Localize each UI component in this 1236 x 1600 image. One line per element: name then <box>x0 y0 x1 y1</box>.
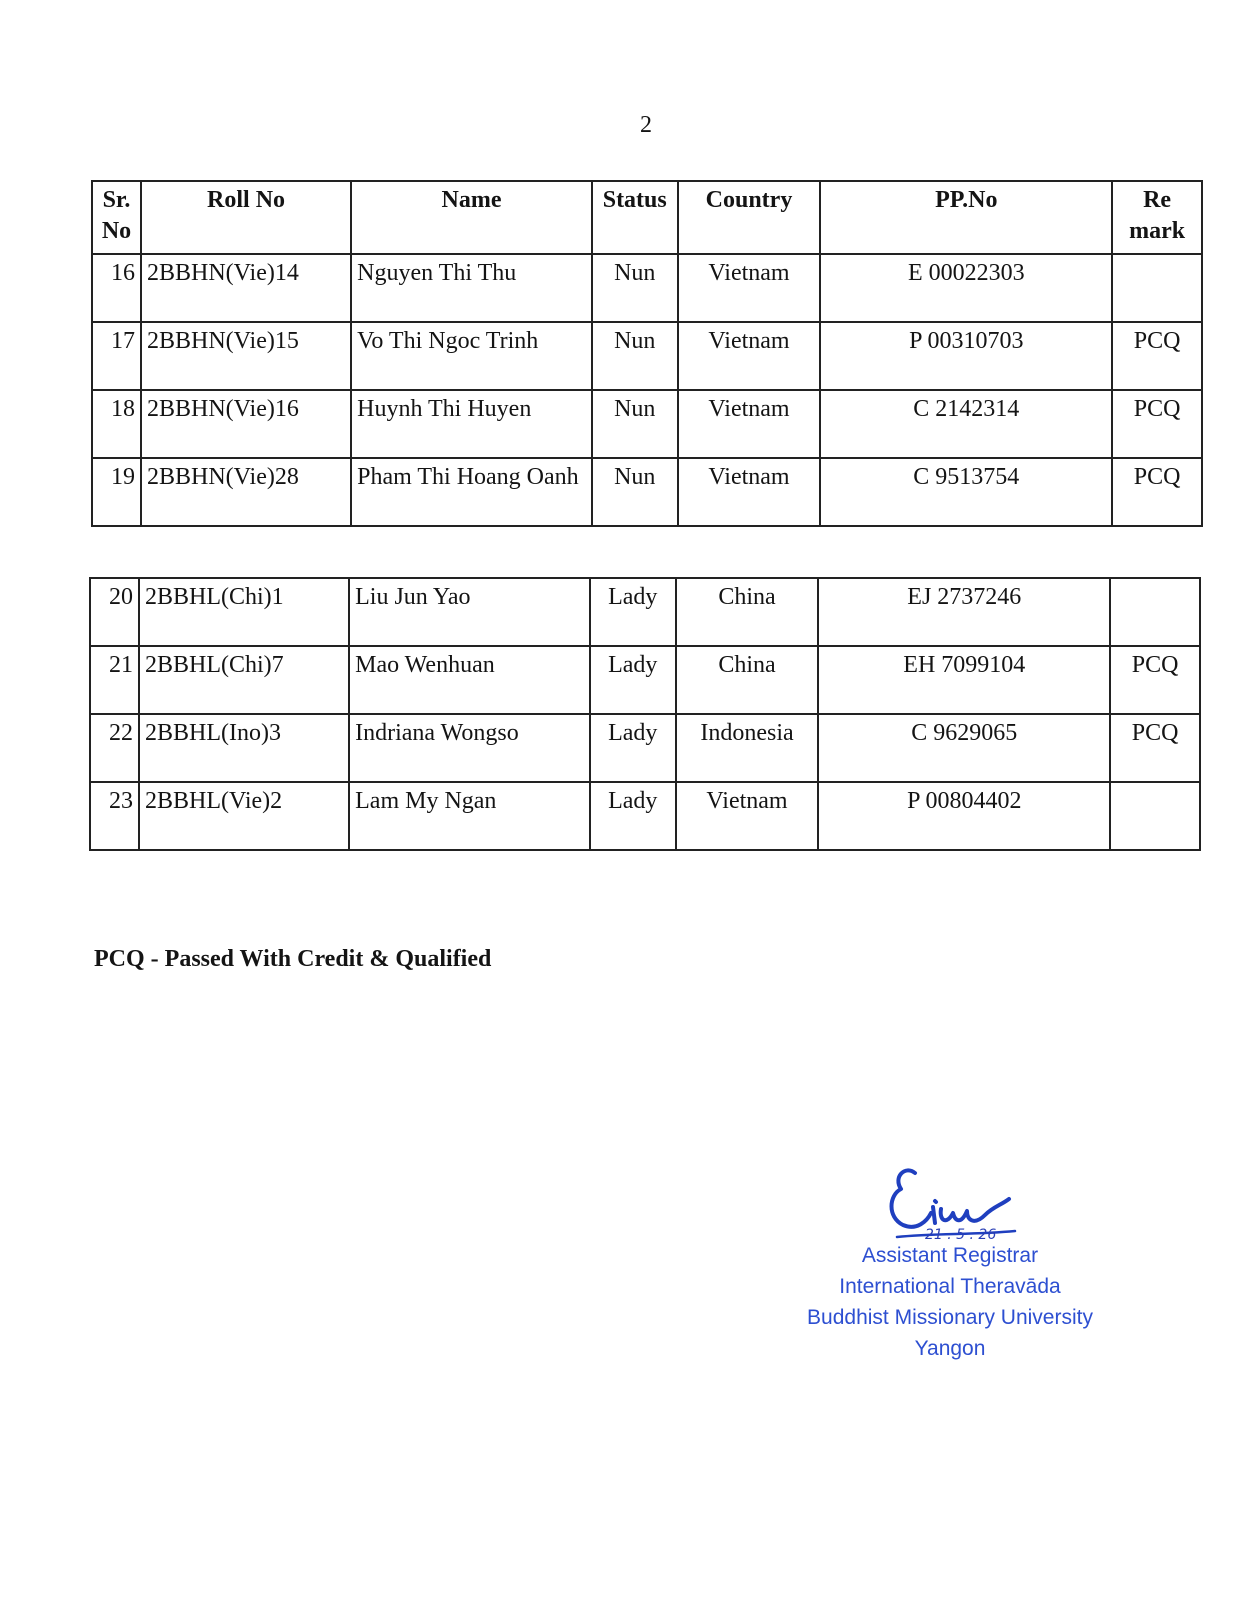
cell-remark: PCQ <box>1110 714 1200 782</box>
stamp-line-institution-1: International Theravāda <box>839 1275 1061 1298</box>
cell-sr-no: 17 <box>92 322 141 390</box>
cell-pp-no: EJ 2737246 <box>818 578 1110 646</box>
cell-status: Lady <box>590 646 676 714</box>
cell-name: Vo Thi Ngoc Trinh <box>351 322 592 390</box>
cell-sr-no: 21 <box>90 646 139 714</box>
results-table-ladies <box>89 577 1201 851</box>
cell-country: Vietnam <box>678 254 821 322</box>
cell-sr-no: 18 <box>92 390 141 458</box>
cell-name: Pham Thi Hoang Oanh <box>351 458 592 526</box>
cell-status: Lady <box>590 714 676 782</box>
header-status: Status <box>592 181 678 254</box>
header-pp-no: PP.No <box>820 181 1112 254</box>
cell-roll-no: 2BBHN(Vie)14 <box>141 254 351 322</box>
cell-pp-no: P 00310703 <box>820 322 1112 390</box>
table-row <box>92 390 1202 458</box>
cell-sr-no: 16 <box>92 254 141 322</box>
cell-name: Huynh Thi Huyen <box>351 390 592 458</box>
cell-country: Indonesia <box>676 714 819 782</box>
page-number: 2 <box>640 112 652 138</box>
cell-pp-no: P 00804402 <box>818 782 1110 850</box>
cell-name: Nguyen Thi Thu <box>351 254 592 322</box>
registrar-signature-stamp <box>800 1155 1100 1364</box>
cell-remark <box>1110 578 1200 646</box>
header-name: Name <box>351 181 592 254</box>
table-row <box>92 458 1202 526</box>
cell-sr-no: 19 <box>92 458 141 526</box>
cell-country: Vietnam <box>678 390 821 458</box>
cell-status: Nun <box>592 322 678 390</box>
cell-sr-no: 22 <box>90 714 139 782</box>
cell-roll-no: 2BBHL(Vie)2 <box>139 782 349 850</box>
cell-name: Indriana Wongso <box>349 714 590 782</box>
cell-status: Lady <box>590 782 676 850</box>
table-header-row <box>92 181 1202 254</box>
cell-pp-no: C 9629065 <box>818 714 1110 782</box>
cell-roll-no: 2BBHN(Vie)16 <box>141 390 351 458</box>
header-remark: Re mark <box>1112 181 1202 254</box>
cell-pp-no: E 00022303 <box>820 254 1112 322</box>
stamp-line-institution-2: Buddhist Missionary University <box>807 1306 1093 1329</box>
cell-sr-no: 23 <box>90 782 139 850</box>
cell-sr-no: 20 <box>90 578 139 646</box>
cell-country: Vietnam <box>678 458 821 526</box>
cell-status: Nun <box>592 254 678 322</box>
table-row <box>90 782 1200 850</box>
cell-remark: PCQ <box>1112 322 1202 390</box>
cell-remark: PCQ <box>1110 646 1200 714</box>
cell-name: Lam My Ngan <box>349 782 590 850</box>
cell-roll-no: 2BBHL(Chi)7 <box>139 646 349 714</box>
cell-country: Vietnam <box>678 322 821 390</box>
table-row <box>92 254 1202 322</box>
cell-roll-no: 2BBHN(Vie)15 <box>141 322 351 390</box>
cell-roll-no: 2BBHN(Vie)28 <box>141 458 351 526</box>
cell-status: Nun <box>592 390 678 458</box>
cell-roll-no: 2BBHL(Chi)1 <box>139 578 349 646</box>
signature-date: 21 . 5 . 26 <box>925 1227 997 1243</box>
table-row <box>90 646 1200 714</box>
cell-remark: PCQ <box>1112 458 1202 526</box>
cell-remark <box>1110 782 1200 850</box>
stamp-line-city: Yangon <box>914 1337 986 1360</box>
cell-pp-no: C 9513754 <box>820 458 1112 526</box>
stamp-line-title: Assistant Registrar <box>861 1244 1039 1267</box>
results-table-nuns <box>91 180 1203 527</box>
cell-remark <box>1112 254 1202 322</box>
cell-name: Liu Jun Yao <box>349 578 590 646</box>
header-sr-no: Sr. No <box>92 181 141 254</box>
table-row <box>92 322 1202 390</box>
cell-status: Lady <box>590 578 676 646</box>
header-country: Country <box>678 181 821 254</box>
remark-legend: PCQ - Passed With Credit & Qualified <box>94 946 492 972</box>
cell-status: Nun <box>592 458 678 526</box>
header-roll-no: Roll No <box>141 181 351 254</box>
cell-roll-no: 2BBHL(Ino)3 <box>139 714 349 782</box>
cell-country: Vietnam <box>676 782 819 850</box>
cell-pp-no: C 2142314 <box>820 390 1112 458</box>
cell-country: China <box>676 646 819 714</box>
cell-pp-no: EH 7099104 <box>818 646 1110 714</box>
table-row <box>90 578 1200 646</box>
cell-country: China <box>676 578 819 646</box>
cell-remark: PCQ <box>1112 390 1202 458</box>
cell-name: Mao Wenhuan <box>349 646 590 714</box>
table-row <box>90 714 1200 782</box>
